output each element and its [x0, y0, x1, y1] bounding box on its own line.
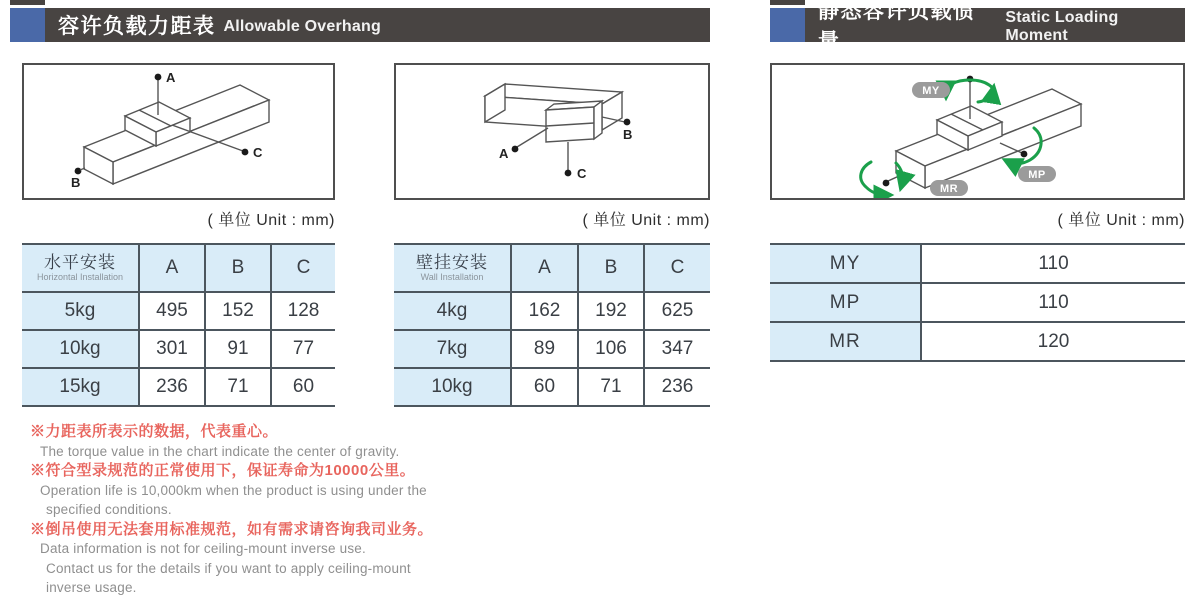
table-row: [770, 321, 1185, 360]
mr-rotation-arrow: [861, 162, 886, 195]
table-corner-header: 壁挂安装 Wall Installation: [394, 245, 510, 291]
table-row: [22, 329, 335, 367]
cell-b: 192: [577, 293, 643, 329]
diagram-static-moment: [770, 63, 1185, 200]
column-header-a: A: [138, 245, 204, 291]
point-c-label: C: [577, 166, 587, 181]
mp-badge-label: MP: [1028, 169, 1046, 181]
cell-a: 89: [510, 331, 577, 367]
note-zh: ※力距表所表示的数据，代表重心。: [30, 423, 279, 440]
my-rotation-arrow-tip: [978, 91, 993, 102]
header-accent-square: [770, 8, 805, 42]
section-header-moment: [770, 0, 1185, 53]
note-zh: ※符合型录规范的正常使用下，保证寿命为10000公里。: [30, 462, 416, 479]
cell-b: 71: [204, 369, 270, 405]
header-notch-left: [10, 0, 45, 5]
section-header-overhang: [10, 8, 710, 42]
footnotes: [30, 422, 433, 598]
row-label-mp: MP: [770, 284, 920, 321]
row-label: 10kg: [22, 331, 138, 367]
table-row: [22, 291, 335, 329]
note-en: Operation life is 10,000km when the product is using under the: [40, 482, 427, 498]
cell-c: 625: [643, 293, 710, 329]
unit-label: ( 单位 Unit : mm): [1057, 212, 1185, 229]
cell-mr-value: 120: [920, 323, 1185, 360]
table-row: [394, 329, 710, 367]
mp-axis-dot: [1021, 151, 1028, 158]
section-title-en: Allowable Overhang: [223, 17, 381, 35]
point-c-dot: [242, 149, 249, 156]
row-label: 7kg: [394, 331, 510, 367]
mr-axis-dot: [883, 180, 890, 187]
point-b-label: B: [71, 175, 81, 190]
column-header-a: A: [510, 245, 577, 291]
section-title-en: Static Loading Moment: [1005, 8, 1119, 44]
column-header-c: C: [270, 245, 335, 291]
cell-b: 71: [577, 369, 643, 405]
row-label: 15kg: [22, 369, 138, 405]
table-row: [394, 291, 710, 329]
note-en-cont: specified conditions.: [46, 502, 172, 517]
note-en: Data information is not for ceiling-mount inverse use.: [40, 541, 366, 556]
note-en-cont: Contact us for the details if you want to apply ceiling-mount: [46, 560, 411, 576]
header-notch-right: [770, 0, 805, 5]
mr-badge-label: MR: [939, 183, 959, 195]
my-badge-label: MY: [922, 85, 940, 97]
cell-c: 77: [270, 331, 335, 367]
point-b-dot: [75, 168, 82, 175]
table-row: [770, 243, 1185, 282]
column-header-b: B: [204, 245, 270, 291]
unit-label: ( 单位 Unit : mm): [207, 212, 335, 229]
section-title-zh: 静态容许负载惯量: [818, 0, 976, 53]
cell-c: 60: [270, 369, 335, 405]
cell-c: 128: [270, 293, 335, 329]
cell-b: 91: [204, 331, 270, 367]
cell-a: 60: [510, 369, 577, 405]
table-row: [770, 282, 1185, 321]
table-row: [394, 367, 710, 405]
diagram-horizontal-installation: [22, 63, 335, 200]
static-moment-table: [770, 243, 1185, 362]
horizontal-rail-isometric-drawing: [24, 65, 333, 198]
column-header-b: B: [577, 245, 643, 291]
note-zh: ※倒吊使用无法套用标准规范，如有需求请咨询我司业务。: [30, 520, 434, 538]
cell-c: 236: [643, 369, 710, 405]
unit-label: ( 单位 Unit : mm): [582, 212, 710, 229]
point-c-label: C: [253, 145, 263, 160]
cell-mp-value: 110: [920, 284, 1185, 321]
diagram-wall-installation: [394, 63, 710, 200]
table-row: [22, 367, 335, 405]
point-a-dot: [155, 74, 162, 81]
cell-b: 106: [577, 331, 643, 367]
cell-c: 347: [643, 331, 710, 367]
cell-a: 236: [138, 369, 204, 405]
point-b-dot: [624, 119, 631, 126]
wall-rail-isometric-drawing: [396, 65, 708, 198]
point-c-dot: [565, 170, 572, 177]
section-title-zh: 容许负载力距表: [58, 15, 216, 38]
wall-installation-table: [394, 243, 710, 407]
point-b-label: B: [623, 127, 633, 142]
cell-a: 162: [510, 293, 577, 329]
moment-rail-isometric-drawing: [772, 65, 1183, 198]
note-en: The torque value in the chart indicate the center of gravity.: [40, 443, 400, 459]
cell-my-value: 110: [920, 245, 1185, 282]
cell-a: 301: [138, 331, 204, 367]
row-label: 4kg: [394, 293, 510, 329]
column-header-c: C: [643, 245, 710, 291]
table-header-row: [22, 243, 335, 291]
row-label-mr: MR: [770, 323, 920, 360]
note-en-cont: inverse usage.: [46, 580, 137, 595]
row-label-my: MY: [770, 245, 920, 282]
horizontal-installation-table: [22, 243, 335, 407]
header-accent-square: [10, 8, 45, 42]
point-a-label: A: [499, 146, 509, 161]
table-corner-header: 水平安装 Horizontal Installation: [22, 245, 138, 291]
point-a-label: A: [166, 70, 176, 85]
row-label: 10kg: [394, 369, 510, 405]
row-label: 5kg: [22, 293, 138, 329]
cell-b: 152: [204, 293, 270, 329]
cell-a: 495: [138, 293, 204, 329]
table-header-row: [394, 243, 710, 291]
point-a-dot: [512, 146, 519, 153]
